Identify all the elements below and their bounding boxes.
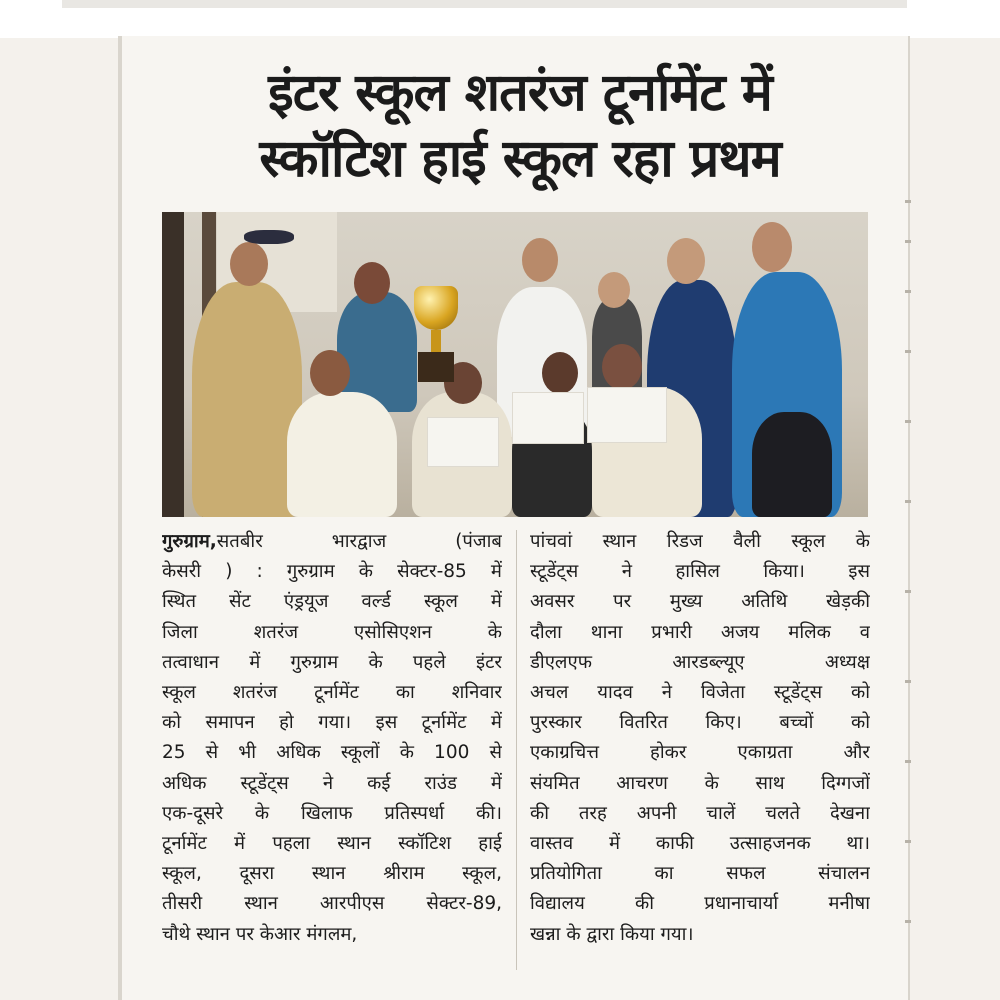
headline-line-1: इंटर स्कूल शतरंज टूर्नामेंट में — [268, 63, 772, 123]
article-line: अधिक स्टूडेंट्स ने कई राउंड में — [162, 772, 502, 794]
article-line: 25 से भी अधिक स्कूलों के 100 से — [162, 742, 502, 764]
article-line: गुरुग्राम,सतबीर भारद्वाज (पंजाब — [162, 531, 502, 552]
article-line: संयमित आचरण के साथ दिग्गजों — [530, 772, 870, 794]
article-line: डीएलएफ आरडब्ल्यूए अध्यक्ष — [530, 651, 870, 673]
top-strip — [0, 0, 1000, 38]
article-line: विद्यालय की प्रधानाचार्या मनीषा — [530, 893, 870, 915]
trophy-icon — [412, 286, 460, 386]
article-line: स्टूडेंट्स ने हासिल किया। इस — [530, 561, 870, 583]
article-body — [162, 527, 870, 977]
article-line: अचल यादव ने विजेता स्टूडेंट्स को — [530, 682, 870, 704]
headline-line-2: स्कॉटिश हाई स्कूल रहा प्रथम — [259, 129, 781, 189]
article-line: स्थित सेंट एंड्रयूज वर्ल्ड स्कूल में — [162, 591, 502, 613]
article-line: एकाग्रचित्त होकर एकाग्रता और — [530, 742, 870, 764]
article-line: टूर्नामेंट में पहला स्थान स्कॉटिश हाई — [162, 833, 502, 855]
award-ceremony-photo — [162, 212, 868, 517]
article-line: चौथे स्थान पर केआर मंगलम, — [162, 923, 358, 945]
dateline: गुरुग्राम, — [162, 531, 217, 552]
article-line: पुरस्कार वितरित किए। बच्चों को — [530, 712, 870, 734]
article-line: तीसरी स्थान आरपीएस सेक्टर-89, — [162, 893, 502, 915]
article-column-right — [530, 527, 870, 950]
article-line: खन्ना के द्वारा किया गया। — [530, 923, 694, 945]
article-line: वास्तव में काफी उत्साहजनक था। — [530, 833, 870, 855]
article-line: केसरी ) : गुरुग्राम के सेक्टर-85 में — [162, 561, 502, 583]
article-line: तत्वाधान में गुरुग्राम के पहले इंटर — [162, 651, 502, 673]
article-line: जिला शतरंज एसोसिएशन के — [162, 621, 502, 643]
headline — [160, 60, 880, 192]
article-line: की तरह अपनी चालें चलते देखना — [530, 802, 870, 824]
article-line: को समापन हो गया। इस टूर्नामेंट में — [162, 712, 502, 734]
right-margin-marks — [905, 200, 917, 1000]
paper-fold-edge — [118, 36, 122, 1000]
article-line: प्रतियोगिता का सफल संचालन — [530, 863, 870, 885]
article-line: एक-दूसरे के खिलाफ प्रतिस्पर्धा की। — [162, 802, 502, 824]
article-line: स्कूल, दूसरा स्थान श्रीराम स्कूल, — [162, 863, 502, 885]
article-column-left — [162, 527, 502, 950]
article-line: दौला थाना प्रभारी अजय मलिक व — [530, 621, 870, 643]
article-line: स्कूल शतरंज टूर्नामेंट का शनिवार — [162, 682, 502, 704]
article-line: पांचवां स्थान रिडज वैली स्कूल के — [530, 531, 870, 552]
article-line: अवसर पर मुख्य अतिथि खेड़की — [530, 591, 870, 613]
